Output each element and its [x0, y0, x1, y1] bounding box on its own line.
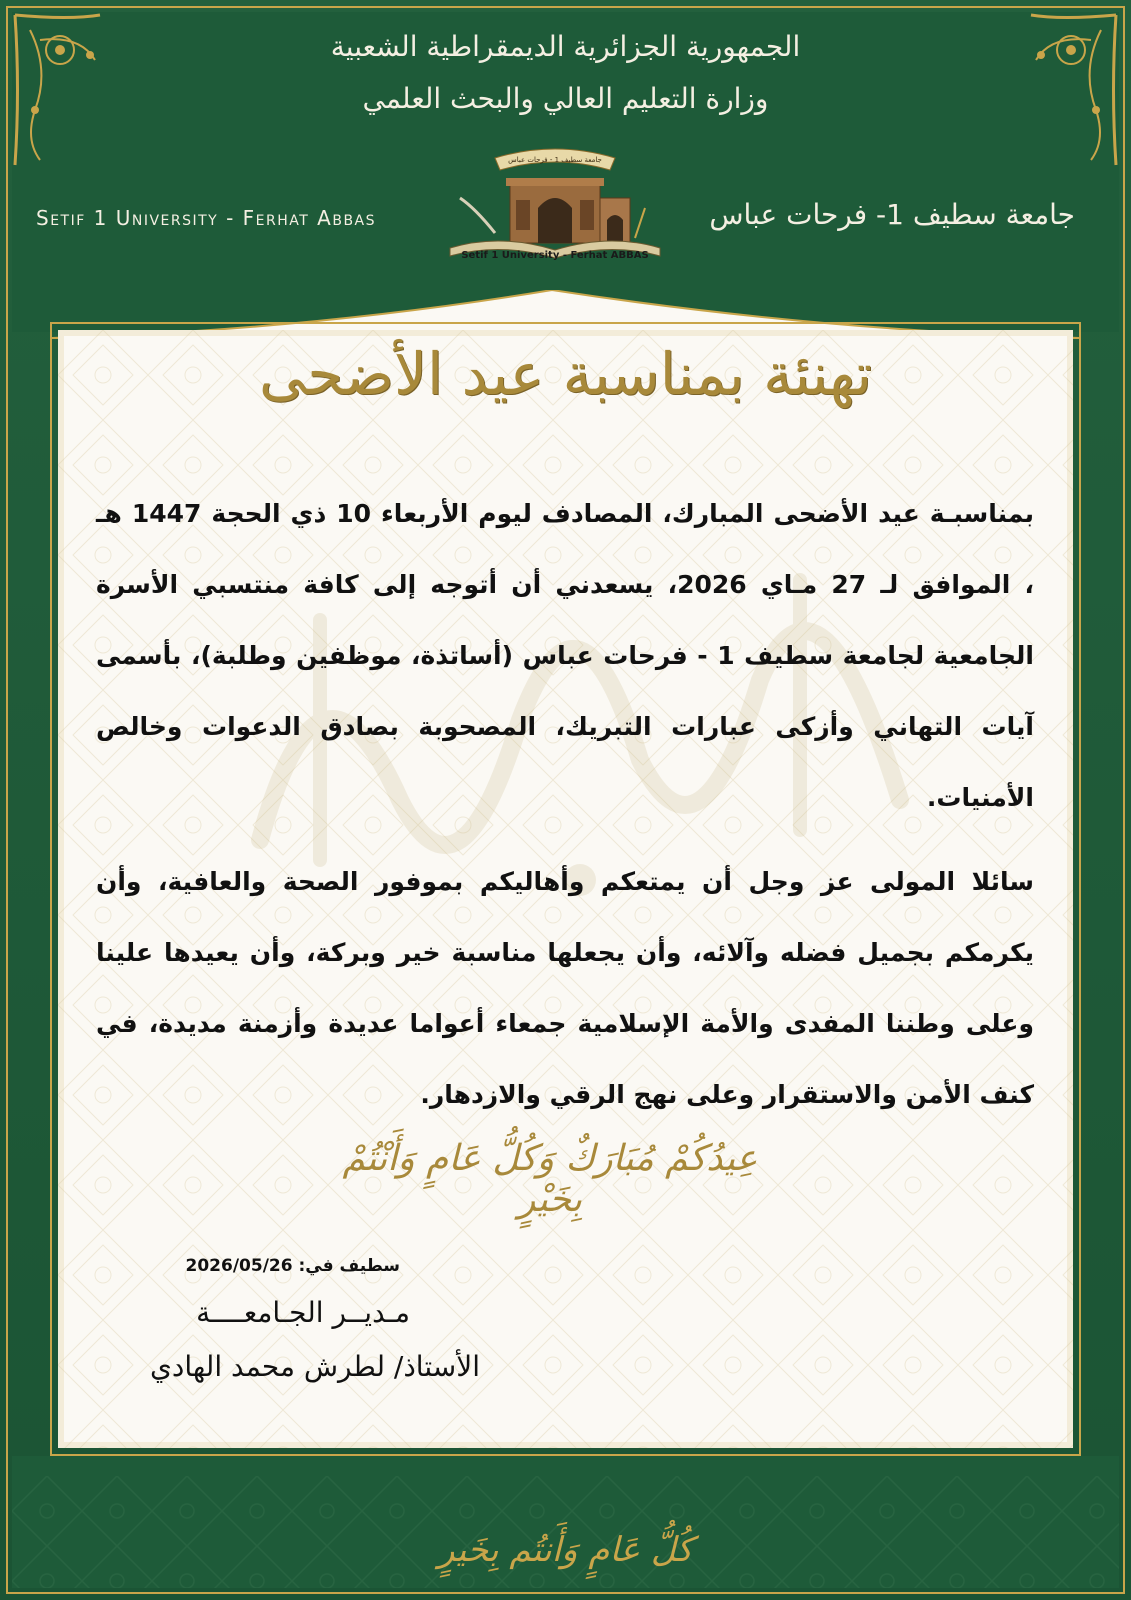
logo-caption: Setif 1 University - Ferhat ABBAS — [461, 250, 649, 261]
eid-greeting: عِيدُكُمْ مُبَارَكٌ وَكُلُّ عَامٍ وَأَنْتُمْ بِخَيْرٍ — [342, 1138, 758, 1220]
signer-title: مـديــر الجـامعــــة — [196, 1296, 410, 1329]
logo-ribbon-text: جامعة سطيف 1 - فرحات عباس — [508, 156, 602, 164]
university-name-en: Setif 1 University - Ferhat Abbas — [36, 206, 377, 230]
university-logo-icon — [440, 138, 670, 268]
republic-heading: الجمهورية الجزائرية الديمقراطية الشعبية — [330, 30, 801, 63]
footer-greeting: كُلُّ عَامٍ وَأَنتُم بِخَيرٍ — [438, 1530, 693, 1570]
letter-paragraph-1: بمناسبـة عيد الأضحى المبارك، المصادف ليوم الأربعاء 10 ذي الحجة 1447 هـ ، الموافق لـ 27 مـاي 2026، يسعدني أن أتوجه إلى كافة منتسبي الأسرة الجامعية لجامعة سطيف 1 - فرحات عباس (أساتذة، موظفين وطلبة)، بأسمى آيات التهاني وأزكى عبارات التبريك، المصحوبة بصادق الدعوات وخالص الأمنيات. — [96, 499, 1035, 812]
signer-name: الأستاذ/ لطرش محمد الهادي — [149, 1350, 480, 1383]
ministry-heading: وزارة التعليم العالي والبحث العلمي — [362, 82, 769, 115]
letter-paragraph-2: سائلا المولى عز وجل أن يمتعكم وأهاليكم بموفور الصحة والعافية، وأن يكرمكم بجميل فضله وآلائه، وأن يجعلها مناسبة خير وبركة، وأن يعيدها علينا وعلى وطننا المفدى والأمة الإسلامية جمعاء أعواما عديدة وأزمنة مديدة، في كنف الأمن والاستقرار وعلى نهج الرقي والازدهار. — [96, 867, 1034, 1109]
university-name-ar: جامعة سطيف 1- فرحات عباس — [709, 198, 1075, 231]
date-line: سطيف في: 2026/05/26 — [185, 1256, 400, 1276]
letter-title: تهنئة بمناسبة عيد الأضحى — [258, 340, 873, 408]
